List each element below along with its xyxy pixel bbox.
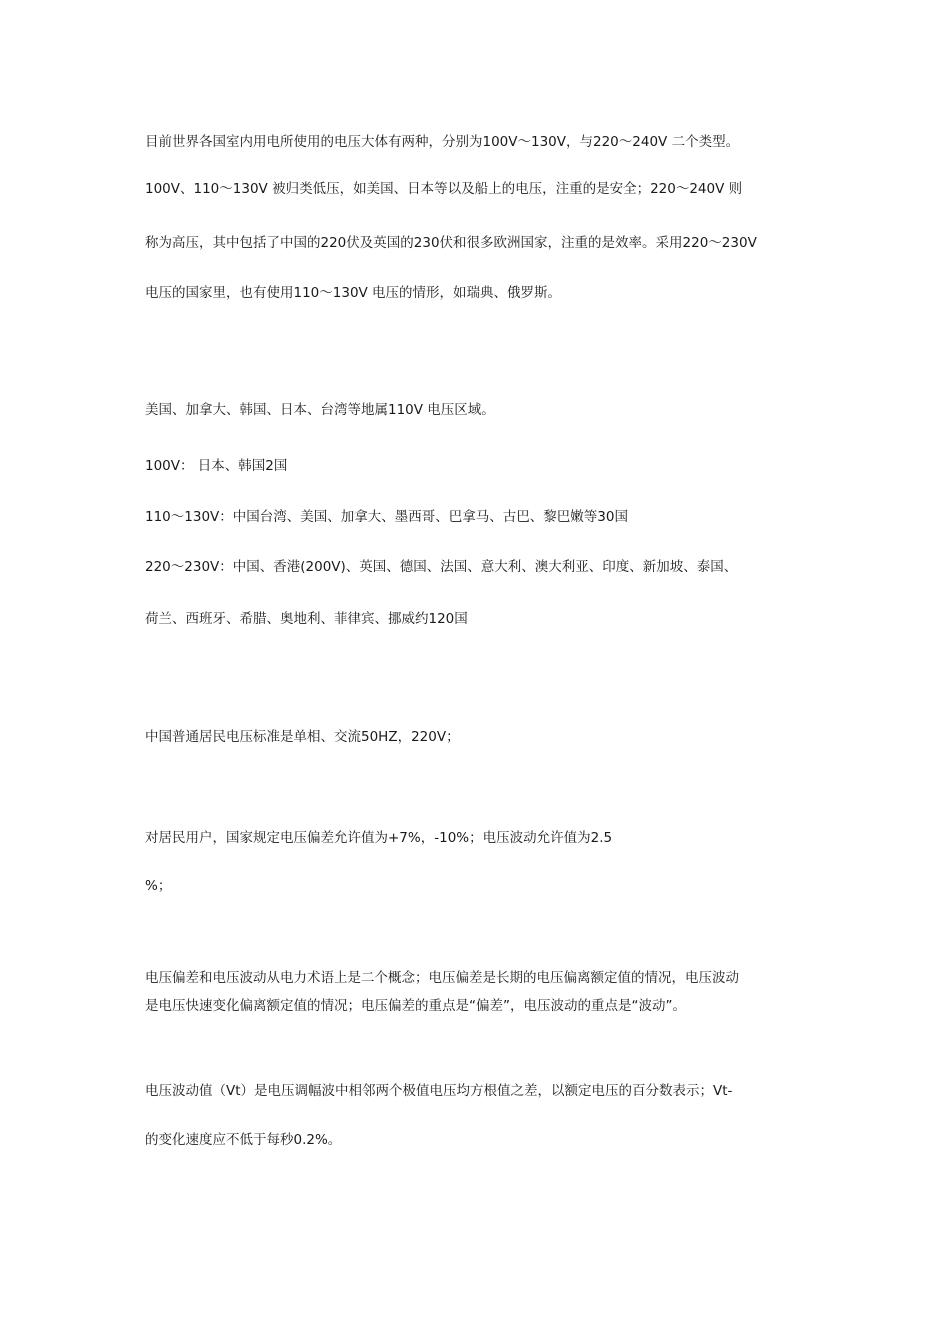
text-line: 荷兰、西班牙、希腊、奥地利、菲律宾、挪威约120国 bbox=[145, 611, 468, 627]
text-line: 电压偏差和电压波动从电力术语上是二个概念；电压偏差是长期的电压偏离额定值的情况，电压波动 bbox=[145, 970, 739, 986]
text-line: 对居民用户，国家规定电压偏差允许值为+7%，-10%；电压波动允许值为2.5 bbox=[145, 830, 613, 846]
text-line: %； bbox=[145, 878, 172, 894]
text-line: 目前世界各国室内用电所使用的电压大体有两种，分别为100V～130V，与220～240V 二个类型。 bbox=[145, 134, 740, 150]
text-line: 的变化速度应不低于每秒0.2%。 bbox=[145, 1132, 342, 1148]
text-line: 100V： 日本、韩国2国 bbox=[145, 458, 288, 474]
text-line: 是电压快速变化偏离额定值的情况；电压偏差的重点是“偏差”，电压波动的重点是“波动”。 bbox=[145, 998, 686, 1014]
text-line: 220～230V：中国、香港(200V)、英国、德国、法国、意大利、澳大利亚、印度、新加坡、泰国、 bbox=[145, 559, 738, 575]
text-line: 110～130V：中国台湾、美国、加拿大、墨西哥、巴拿马、古巴、黎巴嫩等30国 bbox=[145, 509, 628, 525]
text-line: 美国、加拿大、韩国、日本、台湾等地属110V 电压区域。 bbox=[145, 402, 495, 418]
text-line: 电压波动值（Vt）是电压调幅波中相邻两个极值电压均方根值之差，以额定电压的百分数表示；Vt- bbox=[145, 1083, 733, 1099]
text-line: 100V、110～130V 被归类低压，如美国、日本等以及船上的电压，注重的是安全；220～240V 则 bbox=[145, 181, 743, 197]
text-line: 中国普通居民电压标准是单相、交流50HZ，220V； bbox=[145, 729, 460, 745]
text-line: 称为高压，其中包括了中国的220伏及英国的230伏和很多欧洲国家，注重的是效率。采用220～230V bbox=[145, 235, 757, 251]
text-line: 电压的国家里，也有使用110～130V 电压的情形，如瑞典、俄罗斯。 bbox=[145, 285, 562, 301]
